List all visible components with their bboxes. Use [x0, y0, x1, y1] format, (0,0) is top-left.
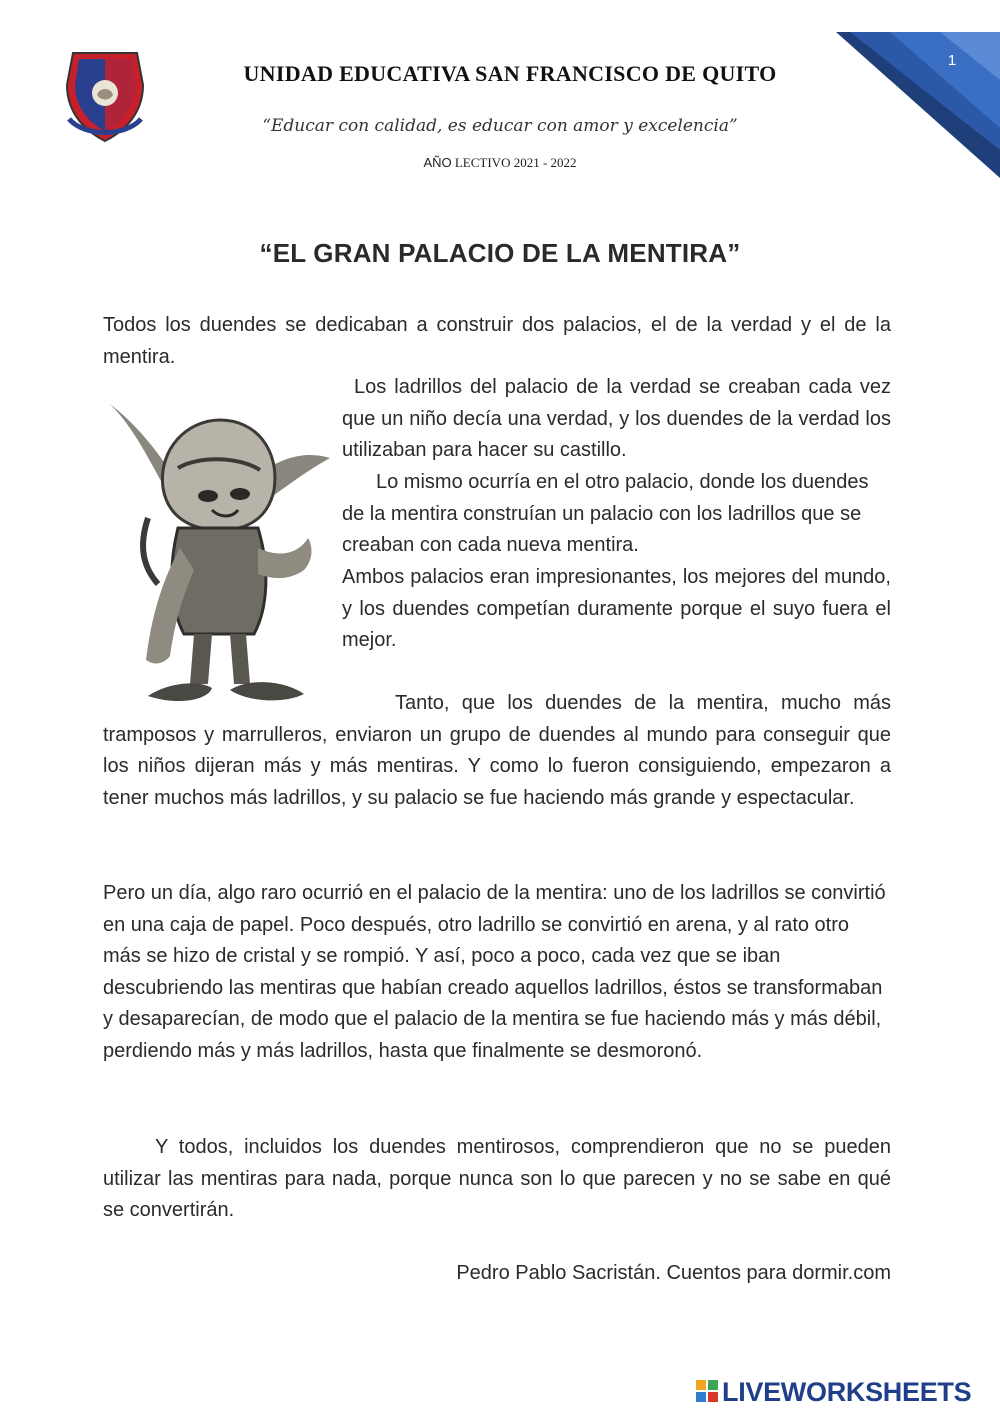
liveworksheets-brand-text: LIVEWORKSHEETS: [722, 1377, 972, 1407]
goblin-illustration-icon: [108, 398, 332, 710]
story-paragraph: Lo mismo ocurría en el otro palacio, donde los duendes de la mentira construían un palacio con los ladrillos que se creaban con cada nueva mentira.: [342, 471, 869, 557]
story-paragraph: Ambos palacios eran impresionantes, los mejores del mundo, y los duendes competían duramente porque el suyo fuera el mejor.: [342, 566, 891, 652]
year-text: LECTIVO 2021 - 2022: [454, 155, 577, 170]
story-paragraph: Pero un día, algo raro ocurrió en el palacio de la mentira: uno de los ladrillos se convirtió en una caja de papel. Poco después, otro ladrillo se convirtió en arena, y al rato otro más se hizo de cristal y se rompió. Y así, poco a poco, cada vez que se iban descubriendo las mentiras que habían creado aquellos ladrillos, éstos se transformaban y desaparecían, de modo que el palacio de la mentira se fue haciendo más y más débil, perdiendo más y más ladrillos, hasta que finalmente se desmoronó.: [103, 882, 886, 1062]
story-paragraph: Y todos, incluidos los duendes mentirosos, comprendieron que no se pueden utilizar las mentiras para nada, porque nunca son lo que parecen y no se sabe en qué se convertirán.: [103, 1136, 891, 1222]
page-number: 1: [947, 52, 957, 69]
school-year: [300, 155, 700, 171]
liveworksheets-logo-icon: [696, 1380, 718, 1402]
school-motto: “Educar con calidad, es educar con amor y excelencia”: [262, 116, 738, 136]
liveworksheets-logo[interactable]: [696, 1376, 996, 1408]
story-paragraph: Tanto, que los duendes de la mentira, mucho más tramposos y marrulleros, enviaron un grupo de duendes al mundo para conseguir que los niños dijeran más y más mentiras. Y como lo fueron consiguiendo, empezaron a tener muchos más ladrillos, y su palacio se fue haciendo más grande y espectacular.: [103, 692, 891, 809]
school-crest-icon: [55, 45, 155, 145]
corner-decoration: [830, 0, 1000, 190]
story-paragraph: Los ladrillos del palacio de la verdad se creaban cada vez que un niño decía una verdad, y los duendes de la verdad los utilizaban para hacer su castillo.: [342, 376, 891, 462]
year-label: AÑO: [423, 155, 452, 170]
story-title: “EL GRAN PALACIO DE LA MENTIRA”: [259, 238, 741, 268]
story-credit: Pedro Pablo Sacristán. Cuentos para dormir.com: [456, 1262, 891, 1284]
story-paragraph: Todos los duendes se dedicaban a construir dos palacios, el de la verdad y el de la mentira.: [103, 314, 891, 368]
school-name: UNIDAD EDUCATIVA SAN FRANCISCO DE QUITO: [243, 61, 777, 86]
